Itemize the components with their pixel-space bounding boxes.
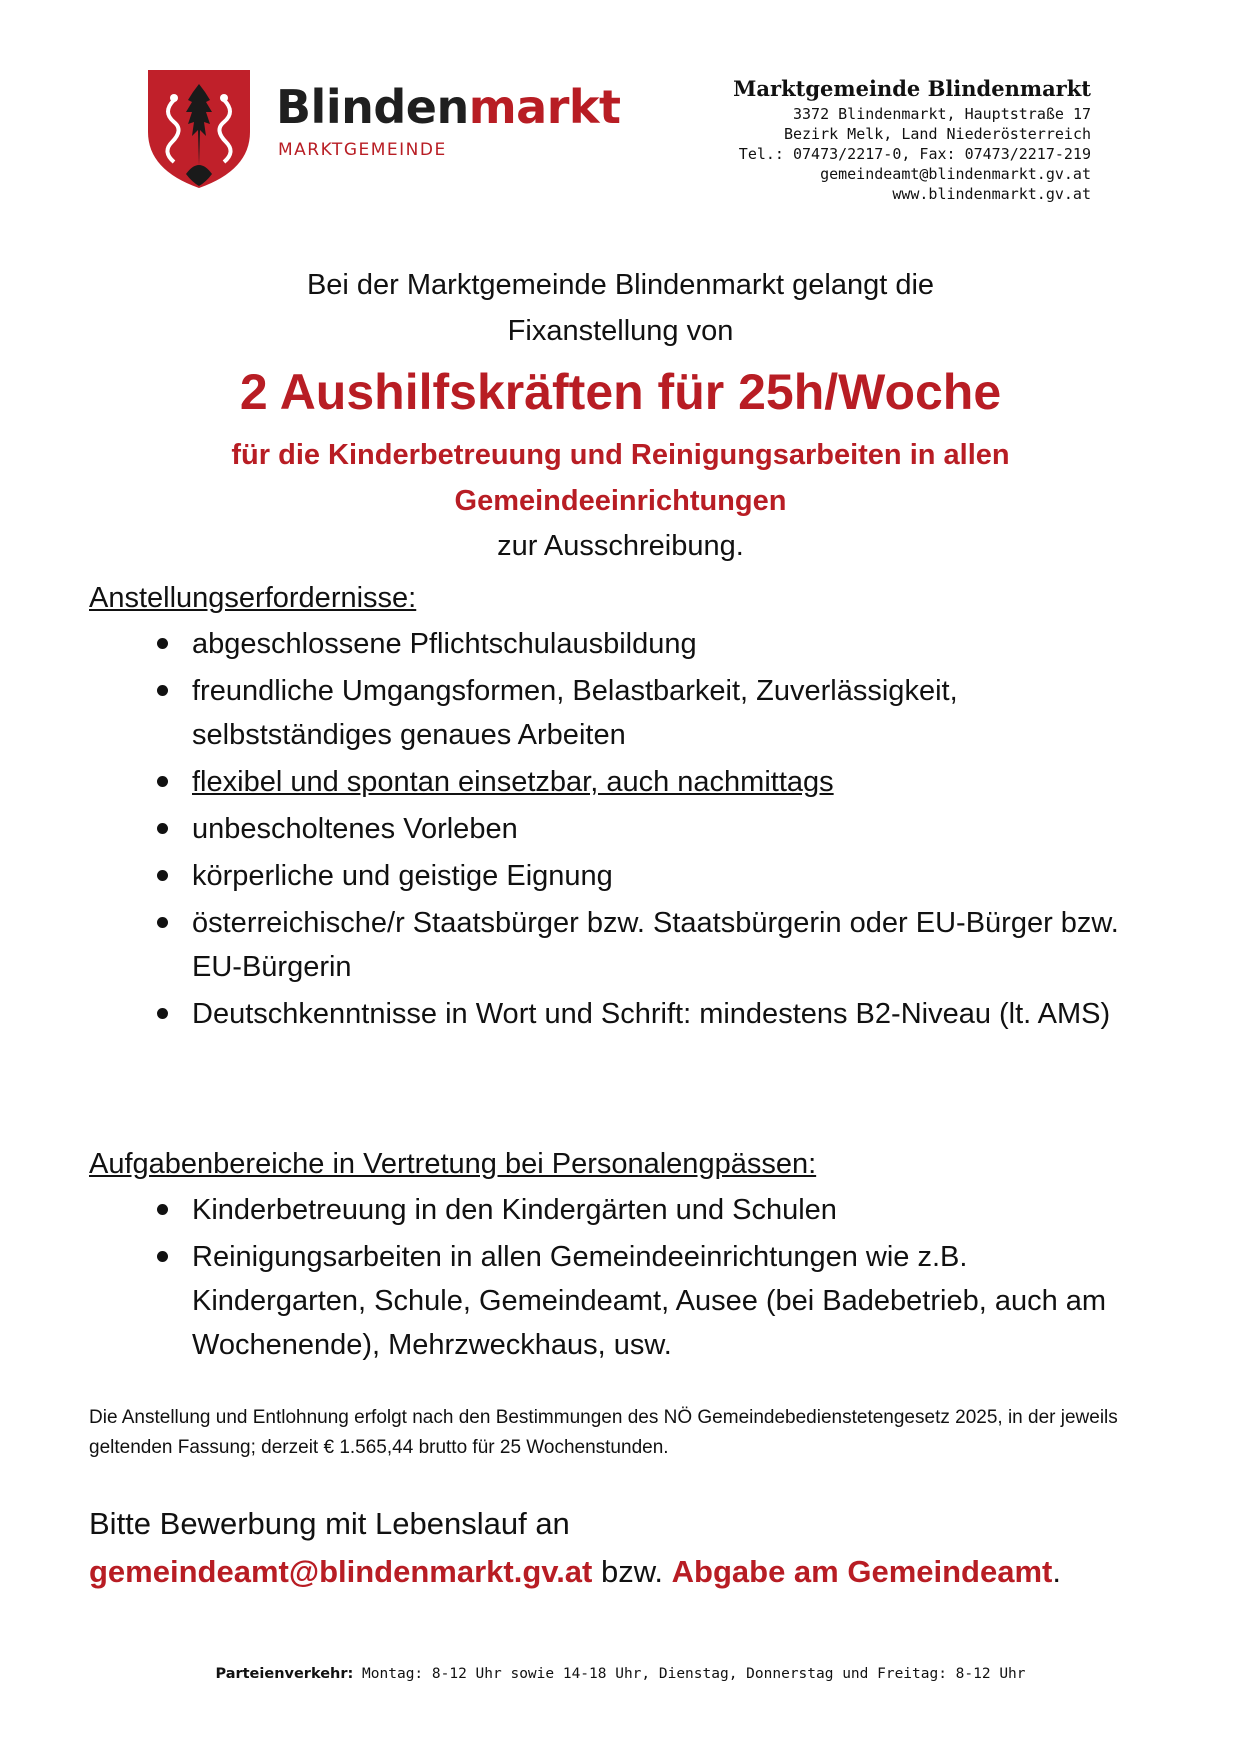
- org-name: Marktgemeinde Blindenmarkt: [733, 76, 1091, 101]
- contact-email[interactable]: gemeindeamt@blindenmarkt.gv.at: [820, 165, 1091, 183]
- website-link[interactable]: www.blindenmarkt.gv.at: [892, 185, 1091, 203]
- list-item: Kinderbetreuung in den Kindergärten und Schulen: [150, 1188, 1140, 1232]
- apply-dropoff: Abgabe am Gemeindeamt: [671, 1554, 1053, 1589]
- intro-outro: zur Ausschreibung.: [497, 530, 744, 562]
- job-headline: 2 Aushilfskräften für 25h/Woche: [239, 364, 1002, 420]
- office-hours-text: Montag: 8-12 Uhr sowie 14-18 Uhr, Dienstag, Donnerstag und Freitag: 8-12 Uhr: [353, 1666, 1026, 1682]
- bullet-icon: [157, 1204, 168, 1215]
- tasks-list: [150, 1188, 1140, 1370]
- list-item: Deutschkenntnisse in Wort und Schrift: mindestens B2-Niveau (lt. AMS): [150, 992, 1140, 1036]
- job-subheadline: für die Kinderbetreuung und Reinigungsarbeiten in allen Gemeindeeinrichtungen: [231, 439, 1010, 517]
- brand-accent: markt: [468, 80, 621, 134]
- district: Bezirk Melk, Land Niederösterreich: [783, 125, 1091, 143]
- apply-end: .: [1052, 1554, 1061, 1589]
- list-item: unbescholtenes Vorleben: [150, 807, 1140, 851]
- brand-subtitle: MARKTGEMEINDE: [278, 140, 447, 160]
- intro-line-2: Fixanstellung von: [507, 315, 734, 347]
- brand-main: Blinden: [276, 80, 469, 134]
- coat-of-arms-logo: [148, 70, 250, 188]
- list-item: körperliche und geistige Eignung: [150, 854, 1140, 898]
- intro-text: [0, 262, 1241, 354]
- salary-note: Die Anstellung und Entlohnung erfolgt nach den Bestimmungen des NÖ Gemeindebedienstetengesetz 2025, in der jeweils geltenden Fassung; derzeit € 1.565,44 brutto für 25 Wochenstunden.: [89, 1407, 1118, 1458]
- bullet-icon: [157, 776, 168, 787]
- bullet-icon: [157, 917, 168, 928]
- list-item: Reinigungsarbeiten in allen Gemeindeeinrichtungen wie z.B. Kindergarten, Schule, Gemeindeamt, Ausee (bei Badebetrieb, auch am Wochenende), Mehrzweckhaus, usw.: [150, 1235, 1140, 1367]
- apply-email-link[interactable]: gemeindeamt@blindenmarkt.gv.at: [89, 1554, 593, 1589]
- apply-connector: bzw.: [592, 1554, 672, 1589]
- tasks-title: Aufgabenbereiche in Vertretung bei Personalengpässen:: [89, 1148, 817, 1180]
- office-hours-label: Parteienverkehr:: [215, 1666, 354, 1682]
- bullet-icon: [157, 1251, 168, 1262]
- phone-fax: Tel.: 07473/2217-0, Fax: 07473/2217-219: [738, 145, 1091, 163]
- intro-line-1: Bei der Marktgemeinde Blindenmarkt gelangt die: [306, 269, 935, 301]
- list-item: freundliche Umgangsformen, Belastbarkeit, Zuverlässigkeit, selbstständiges genaues Arbeiten: [150, 669, 1140, 757]
- requirements-title: Anstellungserfordernisse:: [89, 582, 417, 614]
- contact-block: [733, 74, 1091, 204]
- bullet-icon: [157, 1008, 168, 1019]
- list-item: abgeschlossene Pflichtschulausbildung: [150, 622, 1140, 666]
- address: 3372 Blindenmarkt, Hauptstraße 17: [792, 105, 1091, 123]
- apply-line-1: Bitte Bewerbung mit Lebenslauf an: [89, 1506, 570, 1541]
- bullet-icon: [157, 685, 168, 696]
- bullet-icon: [157, 638, 168, 649]
- brand-wordmark: [276, 80, 621, 134]
- apply-line-2: [89, 1548, 1149, 1596]
- bullet-icon: [157, 823, 168, 834]
- list-item: österreichische/r Staatsbürger bzw. Staatsbürgerin oder EU-Bürger bzw. EU-Bürgerin: [150, 901, 1140, 989]
- list-item: flexibel und spontan einsetzbar, auch nachmittags: [150, 760, 1140, 804]
- requirements-list: [150, 622, 1140, 1039]
- application-info: [89, 1500, 1149, 1596]
- bullet-icon: [157, 870, 168, 881]
- office-hours: [0, 1666, 1241, 1682]
